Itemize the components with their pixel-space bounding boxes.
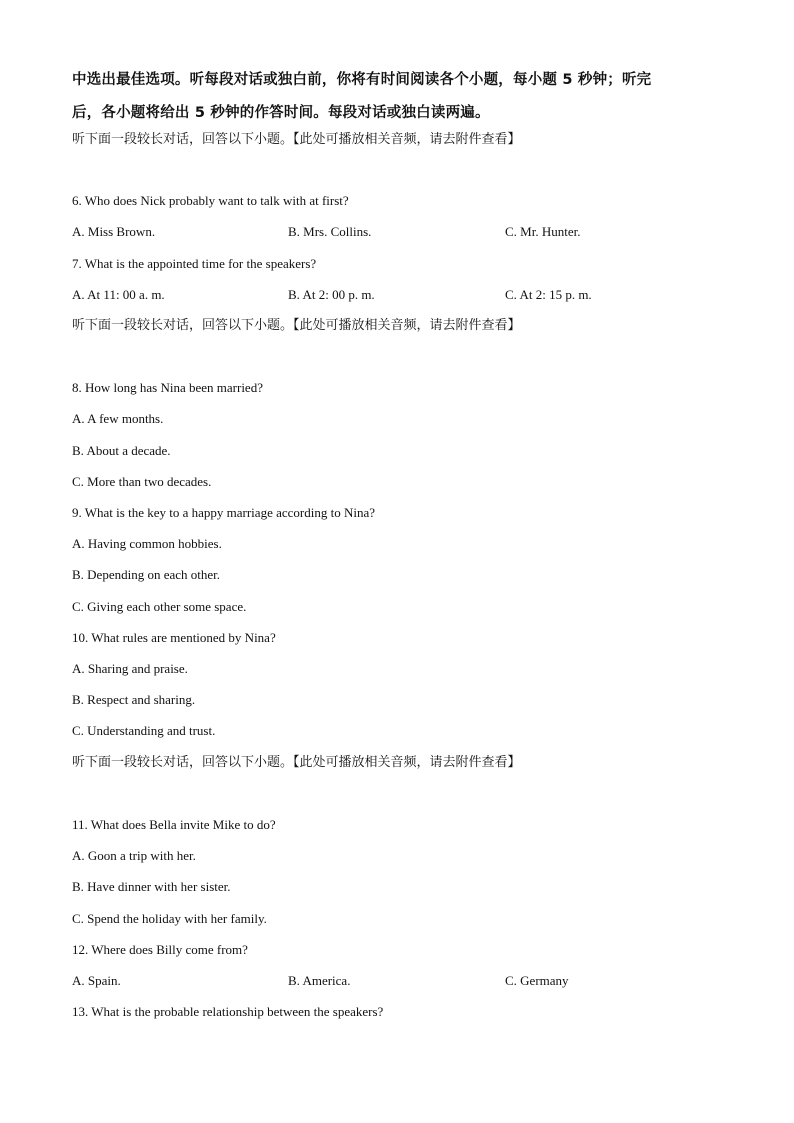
question-6-option-c: C. Mr. Hunter.	[505, 224, 581, 239]
listening-instruction-1: 听下面一段较长对话，回答以下小题。【此处可播放相关音频，请去附件查看】	[72, 132, 521, 147]
question-10-option-c: C. Understanding and trust.	[72, 723, 216, 738]
question-12: 12. Where does Billy come from?	[72, 942, 248, 957]
intro-paragraph	[72, 64, 712, 130]
question-9: 9. What is the key to a happy marriage according to Nina?	[72, 505, 375, 520]
question-6: 6. Who does Nick probably want to talk with at first?	[72, 193, 349, 208]
question-8-option-c: C. More than two decades.	[72, 474, 212, 489]
question-9-option-c: C. Giving each other some space.	[72, 599, 247, 614]
listening-instruction-2: 听下面一段较长对话，回答以下小题。【此处可播放相关音频，请去附件查看】	[72, 318, 521, 333]
question-8-option-b: B. About a decade.	[72, 443, 171, 458]
intro-line-1: 中选出最佳选项。听每段对话或独白前，你将有时间阅读各个小题，每小题 5 秒钟；听完	[72, 72, 652, 88]
question-10-option-a: A. Sharing and praise.	[72, 661, 188, 676]
question-8-option-a: A. A few months.	[72, 411, 164, 426]
question-11: 11. What does Bella invite Mike to do?	[72, 817, 276, 832]
question-11-option-b: B. Have dinner with her sister.	[72, 879, 231, 894]
question-7-option-b: B. At 2: 00 p. m.	[288, 287, 375, 302]
question-11-option-c: C. Spend the holiday with her family.	[72, 911, 267, 926]
question-7-option-c: C. At 2: 15 p. m.	[505, 287, 592, 302]
question-9-option-a: A. Having common hobbies.	[72, 536, 222, 551]
question-7: 7. What is the appointed time for the speakers?	[72, 256, 317, 271]
question-10-option-b: B. Respect and sharing.	[72, 692, 196, 707]
listening-instruction-3: 听下面一段较长对话，回答以下小题。【此处可播放相关音频，请去附件查看】	[72, 755, 521, 770]
question-13: 13. What is the probable relationship between the speakers?	[72, 1004, 384, 1019]
question-11-option-a: A. Goon a trip with her.	[72, 848, 196, 863]
question-8: 8. How long has Nina been married?	[72, 380, 263, 395]
question-9-option-b: B. Depending on each other.	[72, 567, 221, 582]
question-12-option-a: A. Spain.	[72, 973, 121, 988]
intro-line-2: 后，各小题将给出 5 秒钟的作答时间。每段对话或独白读两遍。	[72, 105, 490, 121]
question-12-option-c: C. Germany	[505, 973, 569, 988]
question-6-option-a: A. Miss Brown.	[72, 224, 156, 239]
question-10: 10. What rules are mentioned by Nina?	[72, 630, 276, 645]
question-12-option-b: B. America.	[288, 973, 351, 988]
question-6-option-b: B. Mrs. Collins.	[288, 224, 372, 239]
question-7-option-a: A. At 11: 00 a. m.	[72, 287, 165, 302]
